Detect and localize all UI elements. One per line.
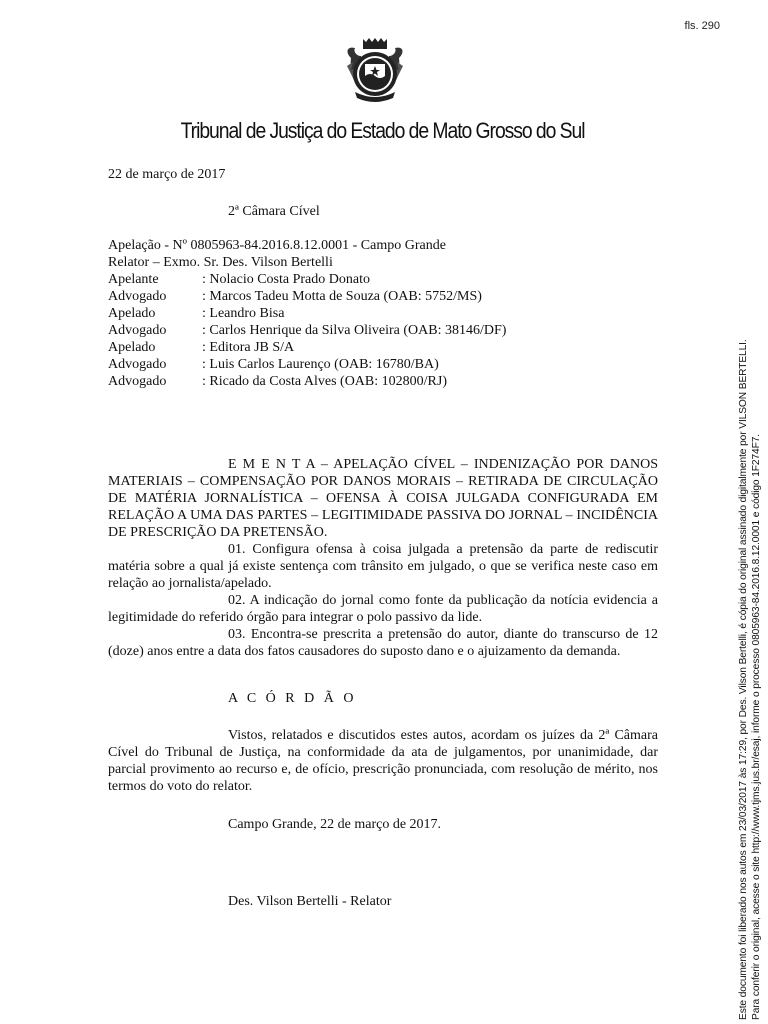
party-name: : Marcos Tadeu Motta de Souza (OAB: 5752/MS) <box>202 289 482 304</box>
state-coat-of-arms-icon <box>343 36 407 106</box>
party-row <box>108 288 658 305</box>
ementa-item: 01. Configura ofensa à coisa julgada a pretensão da parte de rediscutir matéria sobre a qual já existe sentença com trânsito em julgado, o que se verifica neste caso em relação ao jornalista/apelado. <box>108 542 658 591</box>
party-name: : Ricado da Costa Alves (OAB: 102800/RJ) <box>202 374 447 389</box>
party-row <box>108 305 658 322</box>
acordao-section <box>108 727 658 795</box>
party-row <box>108 373 658 390</box>
party-row <box>108 356 658 373</box>
party-row <box>108 271 658 288</box>
party-name: : Editora JB S/A <box>202 340 295 355</box>
party-name: : Leandro Bisa <box>202 306 285 321</box>
party-role: Apelado <box>108 306 156 321</box>
court-name-heading: Tribunal de Justiça do Estado de Mato Grosso do Sul <box>180 118 585 143</box>
rapporteur-line: Relator – Exmo. Sr. Des. Vilson Bertelli <box>108 255 333 270</box>
document-body <box>108 166 658 910</box>
party-name: : Carlos Henrique da Silva Oliveira (OAB: 38146/DF) <box>202 323 507 338</box>
party-name: : Nolacio Costa Prado Donato <box>202 272 370 287</box>
party-row <box>108 322 658 339</box>
ementa-heading: E M E N T A – APELAÇÃO CÍVEL – INDENIZAÇÃO POR DANOS MATERIAIS – COMPENSAÇÃO POR DANOS MORAIS – RETIRADA DE CIRCULAÇÃO DE MATÉRIA JORNALÍSTICA – OFENSA À COISA JULGADA CONFIGURADA EM RELAÇÃO A UMA DAS PARTES – LEGITIMIDADE PASSIVA DO JORNAL – INCIDÊNCIA DE PRESCRIÇÃO DA PRETENSÃO. <box>108 457 658 540</box>
party-role: Apelante <box>108 272 159 287</box>
acordao-body: Vistos, relatados e discutidos estes autos, acordam os juízes da 2ª Câmara Cível do Tribunal de Justiça, na conformidade da ata de julgamentos, por unanimidade, dar parcial provimento ao recurso e, de ofício, prescrição pronunciada, com resolução de mérito, nos termos do voto do relator. <box>108 728 658 794</box>
party-name: : Luis Carlos Laurenço (OAB: 16780/BA) <box>202 357 439 372</box>
signature-line: Des. Vilson Bertelli - Relator <box>228 894 392 909</box>
party-row <box>108 339 658 356</box>
acordao-title: A C Ó R D Ã O <box>228 691 357 706</box>
party-role: Apelado <box>108 340 156 355</box>
party-role: Advogado <box>108 289 167 304</box>
party-role: Advogado <box>108 323 167 338</box>
chamber-name: 2ª Câmara Cível <box>228 204 320 219</box>
signature-note-line: Este documento foi liberado nos autos em 23/03/2017 às 17:29, por Des. Vilson Bertelli, é cópia do original assinado digitalmente por VILSON BERTELLI. <box>738 339 749 1020</box>
appeal-number: Apelação - Nº 0805963-84.2016.8.12.0001 - Campo Grande <box>108 238 446 253</box>
party-role: Advogado <box>108 374 167 389</box>
folio-number: fls. 290 <box>684 20 720 32</box>
parties-table <box>108 271 658 390</box>
ementa-item: 02. A indicação do jornal como fonte da publicação da notícia evidencia a legitimidade do referido órgão para integrar o polo passivo da lide. <box>108 593 658 625</box>
party-role: Advogado <box>108 357 167 372</box>
place-and-date: Campo Grande, 22 de março de 2017. <box>228 817 442 832</box>
ementa-section <box>108 456 658 660</box>
verification-note-line: Para conferir o original, acesse o site http://www.tjms.jus.br/esaj, informe o processo 0805963-84.2016.8.12.0001 e código 1F274F7. <box>751 433 762 1020</box>
ementa-item: 03. Encontra-se prescrita a pretensão do autor, diante do transcurso de 12 (doze) anos entre a data dos fatos causadores do suposto dano e o ajuizamento da demanda. <box>108 627 658 659</box>
document-date: 22 de março de 2017 <box>108 167 226 182</box>
digital-signature-note <box>737 339 763 1020</box>
